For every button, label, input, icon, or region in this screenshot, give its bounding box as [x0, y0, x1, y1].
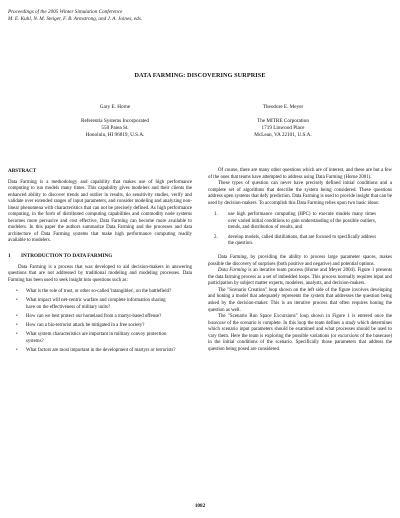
paragraph: These types of question can never have precisely defined initial conditions and a complete set of algorithms that describe the system being considered. These questions address open systems that defy prediction. Data Farming is used to provide insight that can be used by decision-makers. To accomplish this Data Farming relies upon two basic ideas:	[208, 181, 392, 206]
author-name: Theodore E. Meyer	[262, 104, 304, 110]
list-item: • What factors are most important in the development of martyrs or terrorists?	[26, 348, 192, 355]
list-item: • How can we best protect our homeland from a martyr-based offense?	[26, 314, 192, 321]
list-item: • How can a bio-terrorist attack be mitigated in a free society?	[26, 323, 192, 330]
question-list	[8, 289, 192, 354]
author-address: 1719 Linwood Place	[261, 125, 305, 131]
emphasis: excursions	[337, 333, 359, 339]
author-city: Honolulu, HI 96819, U.S.A.	[85, 132, 145, 138]
paragraph	[208, 268, 392, 288]
paragraph: The "Scenario Creation" loop shown on the left side of the figure involves developing and honing a model that adequately represents the system that addresses the question being asked by the decision-maker. This is an iterative process that often requires honing the question as well.	[208, 287, 392, 313]
emphasis: study	[345, 320, 356, 326]
proceedings-line-1: Proceedings of the 2005 Winter Simulation Conference	[8, 9, 123, 15]
paragraph-text: The "Scenario Run Space Excursions" loop shown in Figure 1 is entered once the	[218, 314, 392, 320]
emphasis: Data Farming	[218, 268, 247, 274]
list-item: • What system characteristics are important in military convoy protection systems?	[26, 332, 192, 345]
basic-ideas-list	[208, 212, 392, 247]
list-item: • What impact will net-centric warfare and complete information sharing have on the effectiveness of military units?	[26, 298, 192, 311]
list-text: develop models, called distillations, that are focused to specifically address the question.	[228, 234, 376, 247]
list-item	[214, 212, 392, 232]
paragraph-text: of the basecase) in the initial conditions of the scenario. Specifically those parameters that address the question being posed are considered.	[208, 333, 392, 352]
right-column	[208, 168, 392, 353]
left-column	[8, 168, 192, 357]
proceedings-line-2: M. E. Kuhl, N. M. Steiger, F. B. Armstrong, and J. A. Joines, eds.	[8, 16, 143, 22]
author-block-2	[218, 104, 348, 139]
author-organization: The MITRE Corporation	[257, 118, 309, 124]
paper-title: DATA FARMING: DISCOVERING SURPRISE	[134, 72, 266, 79]
proceedings-header	[8, 9, 142, 23]
list-text: use high performance computing (HPC) to execute models many times over varied initial conditions to gain understanding of the possible outliers, trends, and distribution of results, and	[228, 212, 376, 231]
author-block-1	[50, 104, 180, 139]
paragraph: Of course, there are many other questions which are of interest, and these are but a few of the ones that teams have attempted to address using Data Farming (Horne 2001).	[208, 168, 392, 180]
page-number: 1082	[194, 503, 206, 509]
intro-paragraph: Data Farming is a process that was developed to aid decision-makers in answering questions that are not addressed by traditional modeling and modeling processes. Data Farming has been used to seek insight into questions such as:	[8, 264, 192, 283]
section-1-heading: 1 INTRODUCTION TO DATA FARMING	[8, 253, 113, 260]
paragraph-text: is an iterative team process (Horne and Meyer 2004). Figure 1 presents the data farming process as a set of imbedded loops. This process normally requires input and participation by subject matter experts, modelers, analysts, and decision-makers.	[208, 268, 393, 287]
emphasis: basecase	[208, 320, 226, 326]
list-number: 2.	[214, 234, 218, 240]
author-city: McLean, VA 22101, U.S.A.	[254, 132, 312, 138]
list-item: • What is the role of trust, or other so-called 'intangibles', on the battlefield?	[26, 289, 192, 296]
list-number: 1.	[214, 212, 218, 218]
author-address: 550 Paiea St.	[101, 125, 129, 131]
paragraph-text: of the scenario is complete. In this loop the team defines a	[225, 320, 346, 326]
abstract-text: Data Farming is a methodology and capability that makes use of high performance computing to run models many times. This capability gives modelers and their clients the enhanced ability to discover trends and outlier in results, do sensitivity studies, verify and validate over extended ranges of input parameters, and consider modeling and analyzing non-linear phenomena with characteristics that can not be precisely defined. As high performance computing, in the form of distributed computing capabilities and commodity node systems becomes more pervasive and cost effective, Data Farming can become more available to modelers. In this paper the authors summarize Data Farming and the processes and data architecture of Data Farming systems that make high performance computing readily available to modelers.	[8, 179, 192, 244]
paragraph-text: which determines which scenario input parameters should be examined and what processes should be used to vary them. Here the team is exploring the possible variations (or	[208, 320, 392, 339]
abstract-heading: ABSTRACT	[8, 168, 37, 174]
list-item	[214, 234, 392, 248]
author-name: Gary E. Horne	[99, 104, 131, 110]
paragraph	[208, 314, 392, 353]
paragraph: Data Farming, by providing the ability to process large parameter spaces, makes possible the discovery of surprises (both positive and negative) and potential options.	[208, 255, 392, 267]
author-organization: Referentia Systems Incorporated	[81, 118, 149, 124]
